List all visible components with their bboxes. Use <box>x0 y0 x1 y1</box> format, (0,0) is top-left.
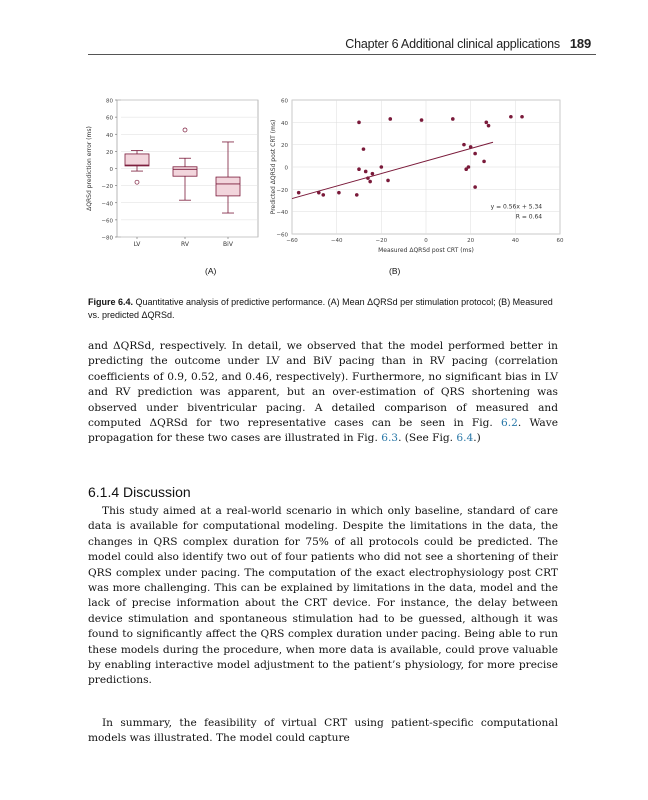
page-number: 189 <box>569 36 591 51</box>
box-body <box>173 167 197 176</box>
para3-text: In summary, the feasibility of virtual CRT using patient-specific computational models was illustrated. The model could capture <box>88 717 558 745</box>
scatter-ytick-label: 60 <box>281 98 288 105</box>
regression-line <box>292 142 493 198</box>
box-category-label: BiV <box>223 241 233 248</box>
scatter-point <box>371 172 375 176</box>
scatter-xtick-label: −20 <box>375 238 388 244</box>
box-outlier <box>183 128 187 132</box>
scatter-point <box>386 179 390 183</box>
scatter-point <box>473 185 477 189</box>
scatter-point <box>467 165 471 169</box>
para1b-text: . Wave propagation for these two cases are illustrated in Fig. <box>88 417 558 445</box>
box-ytick-label: −40 <box>101 201 113 208</box>
scatter-ytick-label: −20 <box>276 187 288 194</box>
regression-equation: y = 0.56x + 5.34 <box>490 203 543 211</box>
scatter-point <box>364 170 368 174</box>
box-body <box>216 177 240 196</box>
caption-label: Figure 6.4. <box>88 297 134 307</box>
correlation-label: R = 0.64 <box>515 213 543 221</box>
scatter-point <box>462 143 466 147</box>
scatter-point <box>420 118 424 122</box>
scatter-point <box>380 165 384 169</box>
scatter-point <box>368 180 372 184</box>
scatter-point <box>520 115 524 119</box>
figure-6-4 <box>85 95 565 285</box>
box-ytick-label: 20 <box>106 149 113 156</box>
scatter-y-axis-label: Predicted ΔQRSd post CRT (ms) <box>270 119 277 215</box>
scatter-ytick-label: 0 <box>284 165 288 172</box>
scatter-point <box>297 191 301 195</box>
figure-caption <box>88 296 558 322</box>
fig-ref-6-3[interactable]: 6.3 <box>381 432 399 445</box>
fig-ref-6-4[interactable]: 6.4 <box>456 432 474 445</box>
scatter-xtick-label: 60 <box>556 238 564 244</box>
box-ytick-label: 80 <box>106 98 113 105</box>
box-ytick-label: 40 <box>106 132 113 139</box>
scatter-ytick-label: 40 <box>281 120 288 127</box>
scatter-point <box>321 193 325 197</box>
scatter-point <box>317 191 321 195</box>
para1-text: and ΔQRSd, respectively. In detail, we observed that the model performed better in predicting the outcome under LV and BiV pacing than in RV pacing (correlation coefficients of 0.9, 0.52, and 0.46, respectively). Furthermore, no significant bias in LV and RV prediction was apparent, but an over-estimation of QRS shortening was observed under biventricular pacing. A detailed comparison of measured and computed ΔQRSd for two representative cases can be seen in Fig. <box>88 340 558 430</box>
scatter-point <box>482 160 486 164</box>
scatter-xtick-label: 40 <box>511 238 519 244</box>
section-heading: 6.1.4 Discussion <box>88 484 191 500</box>
scatter-point <box>362 147 366 151</box>
box-ytick-label: −20 <box>101 184 113 191</box>
scatter-x-axis-label: Measured ΔQRSd post CRT (ms) <box>378 247 474 254</box>
scatter-point <box>509 115 513 119</box>
scatter-point <box>357 167 361 171</box>
scatter-point <box>355 193 359 197</box>
panel-b-label: (B) <box>389 266 401 276</box>
figure-svg <box>85 95 565 265</box>
fig-ref-6-2[interactable]: 6.2 <box>501 417 518 430</box>
running-header <box>345 36 591 51</box>
caption-text: Quantitative analysis of predictive performance. (A) Mean ΔQRSd per stimulation protocol; (B) Measured vs. predicted ΔQRSd. <box>88 297 553 320</box>
para1d-text: .) <box>473 432 481 445</box>
scatter-point <box>469 145 473 149</box>
paragraph-discussion <box>88 504 558 689</box>
chapter-title: Chapter 6 Additional clinical applications <box>345 37 560 51</box>
scatter-point <box>337 191 341 195</box>
box-ytick-label: 0 <box>109 167 113 173</box>
scatter-point <box>487 124 491 128</box>
box-ytick-label: −80 <box>101 235 113 242</box>
scatter-ytick-label: 20 <box>281 143 288 150</box>
box-category-label: LV <box>133 241 141 248</box>
para2-text: This study aimed at a real-world scenario in which only baseline, standard of care data is available for computational modeling. Despite the limitations in the data, the changes in QRS complex duration for 75% of all protocols could be predicted. The model could also identify two out of four patients who did not see a shortening of their QRS complex under pacing. The computation of the exact electrophysiology post CRT was more challenging. This can be explained by limitations in the data, model and the lack of precise information about the CRT device. For instance, the delay between device stimulation and spontaneous stimulation had to be guessed, although it was found to significantly affect the QRS complex duration under pacing. Being able to run these models during the procedure, when more data is available, could prove valuable by enabling interactive model adjustment to the patient’s physiology, for more precise predictions. <box>88 505 558 687</box>
box-ytick-label: 60 <box>106 115 113 122</box>
scatter-xtick-label: −40 <box>330 238 343 244</box>
box-category-label: RV <box>181 241 189 248</box>
panel-a-label: (A) <box>205 266 217 276</box>
scatter-xtick-label: −60 <box>286 238 298 244</box>
scatter-point <box>388 117 392 121</box>
scatter-point <box>451 117 455 121</box>
box-body <box>125 154 149 166</box>
scatter-point <box>357 121 361 125</box>
scatter-point <box>485 121 489 125</box>
scatter-xtick-label: 20 <box>467 238 475 244</box>
scatter-xtick-label: 0 <box>424 238 428 244</box>
scatter-point <box>366 176 370 180</box>
paragraph-results <box>88 339 558 447</box>
scatter-ytick-label: −40 <box>276 210 288 217</box>
para1c-text: . (See Fig. <box>398 432 457 445</box>
box-y-axis-label: ΔQRSd prediction error (ms) <box>86 126 93 211</box>
paragraph-summary <box>88 716 558 747</box>
box-ytick-label: −60 <box>101 218 113 225</box>
scatter-point <box>473 152 477 156</box>
scatter-ytick-label: −60 <box>276 232 288 239</box>
box-outlier <box>135 180 139 184</box>
header-rule <box>88 54 596 55</box>
